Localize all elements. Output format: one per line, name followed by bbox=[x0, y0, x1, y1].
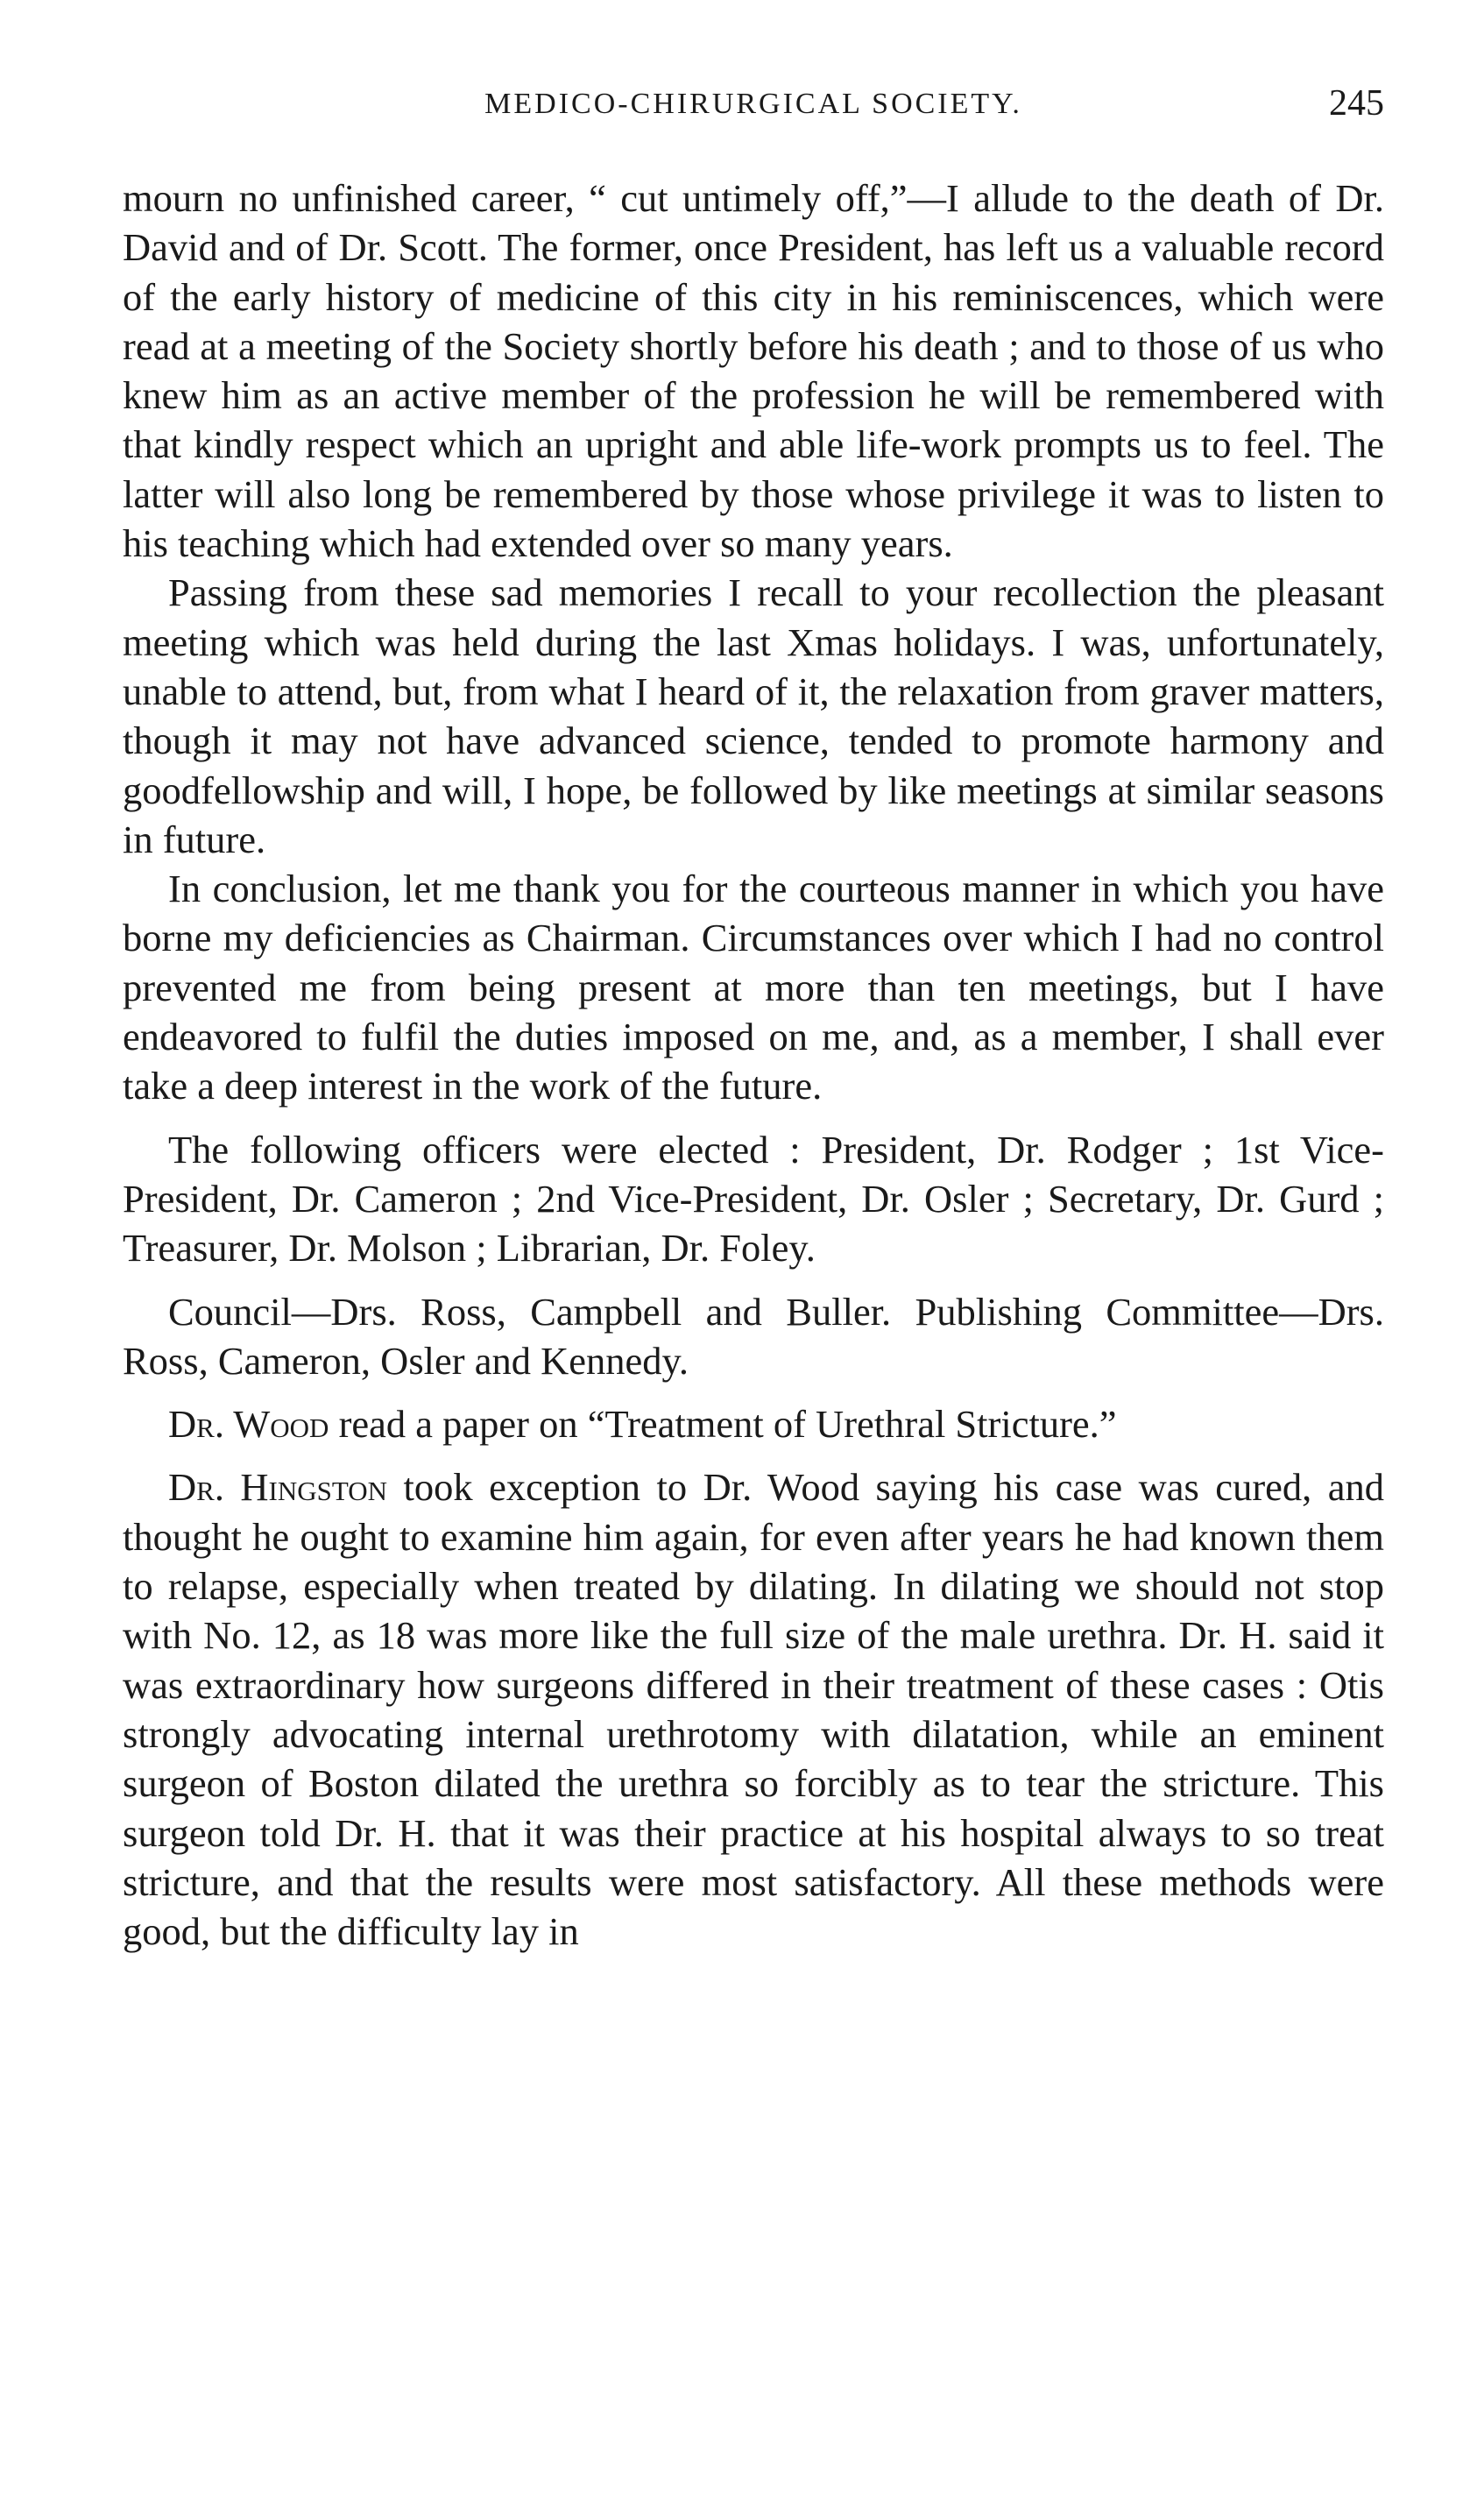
paragraph-passing bbox=[123, 568, 1384, 864]
paragraph-text: took exception to Dr. Wood saying his case was cured, and thought he ought to examine him again, for even after years he had known them to relapse, especially when treated by dilating. In dilating we should not stop with No. 12, as 18 was more like the full size of the male urethra. Dr. H. said it was extraordinary how surgeons differed in their treatment of these cases : Otis strongly advocating internal urethrotomy with dilatation, while an eminent surgeon of Boston dilated the urethra so forcibly as to tear the stricture. This surgeon told Dr. H. that it was their practice at his hospital always to so treat stricture, and that the results were most satisfactory. All these methods were good, but the difficulty lay in bbox=[123, 1465, 1384, 1954]
paragraph-hingston-remarks bbox=[123, 1462, 1384, 1956]
paragraph-text: Passing from these sad memories I recall to your recollection the pleasant meeting which was held during the last Xmas holidays. I was, unfortunately, unable to attend, but, from what I heard of it, the relaxation from graver matters, though it may not have advanced science, tended to promote harmony and goodfellowship and will, I hope, be followed by like meetings at similar seasons in future. bbox=[123, 570, 1384, 861]
paragraph-wood-paper bbox=[123, 1399, 1384, 1448]
paragraph-text: In conclusion, let me thank you for the courteous manner in which you have borne my deficiencies as Chairman. Circumstances over which I had no control prevented me from being present at more than ten meetings, but I have endeavored to fulfil the duties imposed on me, and, as a member, I shall ever take a deep interest in the work of the future. bbox=[123, 867, 1384, 1108]
page-number: 245 bbox=[1329, 83, 1384, 124]
running-head bbox=[123, 83, 1384, 140]
speaker-name: Dr. Hingston bbox=[168, 1465, 388, 1510]
paragraph-officers bbox=[123, 1125, 1384, 1273]
running-title: MEDICO-CHIRURGICAL SOCIETY. bbox=[484, 88, 1022, 120]
paragraph-council bbox=[123, 1287, 1384, 1386]
paragraph-text: read a paper on “Treatment of Urethral Stricture.” bbox=[329, 1402, 1117, 1447]
body-text bbox=[123, 173, 1384, 1956]
paragraph-text: Council—Drs. Ross, Campbell and Buller. Publishing Committee—Drs. Ross, Cameron, Osler and Kennedy. bbox=[123, 1289, 1384, 1383]
paragraph-text: mourn no unfinished career, “ cut untimely off,”—I allude to the death of Dr. David and of Dr. Scott. The former, once President, has left us a valuable record of the early history of medicine of this city in his reminiscences, which were read at a meeting of the Society shortly before his death ; and to those of us who knew him as an active member of the profession he will be remembered with that kindly respect which an upright and able life-work prompts us to feel. The latter will also long be remembered by those whose privilege it was to listen to his teaching which had extended over so many years. bbox=[123, 176, 1384, 566]
paragraph-continuation bbox=[123, 173, 1384, 568]
paragraph-text: The following officers were elected : President, Dr. Rodger ; 1st Vice-President, Dr. Cameron ; 2nd Vice-President, Dr. Osler ; Secretary, Dr. Gurd ; Treasurer, Dr. Molson ; Librarian, Dr. Foley. bbox=[123, 1127, 1384, 1271]
speaker-name: Dr. Wood bbox=[168, 1402, 329, 1447]
paragraph-conclusion bbox=[123, 864, 1384, 1110]
